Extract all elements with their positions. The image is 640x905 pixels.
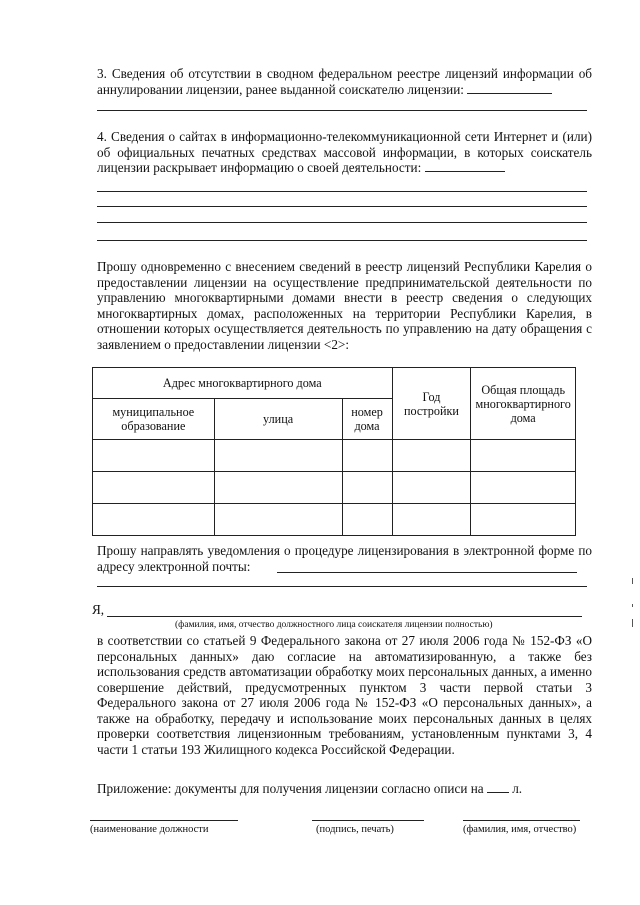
signature-line[interactable] [312, 820, 424, 821]
table-cell[interactable] [392, 504, 471, 536]
consent-name-line[interactable] [107, 616, 582, 617]
email-blank-line[interactable] [97, 586, 587, 587]
consent-text: в соответствии со статьей 9 Федерального закона от 27 июля 2006 года № 152-ФЗ «О персональных данных» даю согласие на автоматизированную, а также без использования средств автоматизации обработку моих персональных данных, а именно совершение действий, предусмотренных пунктом 3 части первой статьи 3 Федерального закона от 27 июля 2006 года № 152-ФЗ «О персональных данных», а также на обработку, передачу и использование моих персональных данных в целях проверки соответствия лицензионным требованиям, установленным пунктами 3, 4 части 1 статьи 193 Жилищного кодекса Российской Федерации. [97, 633, 592, 757]
house-number-header: номер дома [342, 399, 392, 440]
table-cell[interactable] [392, 440, 471, 472]
table-row [93, 472, 576, 504]
municipal-header: муниципальное образование [93, 399, 215, 440]
table-row [93, 504, 576, 536]
table-cell[interactable] [392, 472, 471, 504]
table-cell[interactable] [471, 504, 576, 536]
consent-ya: Я, [92, 602, 105, 617]
table-cell[interactable] [342, 440, 392, 472]
section-4-paragraph [97, 129, 592, 176]
table-header-row-1 [93, 368, 576, 399]
section-4-inline-blank[interactable] [425, 160, 505, 172]
name-caption: (фамилия, имя, отчество) [463, 824, 577, 835]
consent-name-caption: (фамилия, имя, отчество должностного лица соискателя лицензии полностью) [175, 620, 493, 630]
table-cell[interactable] [342, 472, 392, 504]
table-cell[interactable] [471, 472, 576, 504]
email-inline-blank[interactable] [277, 572, 577, 573]
attachment-text: Приложение: документы для получения лицензии согласно описи на [97, 781, 484, 796]
table-row [93, 440, 576, 472]
scan-edge-mark [632, 604, 637, 607]
table-cell[interactable] [471, 440, 576, 472]
table-cell[interactable] [214, 472, 342, 504]
attachment-suffix: л. [512, 781, 523, 796]
scan-edge-mark [632, 619, 637, 627]
email-text: Прошу направлять уведомления о процедуре лицензирования в электронной форме по адресу электронной почты: [97, 543, 592, 574]
request-text: Прошу одновременно с внесением сведений в реестр лицензий Республики Карелия о предоставлении лицензии на осуществление предпринимательской деятельности по управлению многоквартирными домами внести в реестр сведения о следующих многоквартирных домах, расположенных на территории Республики Карелия, в отношении которых осуществляется деятельность по управлению на дату обращения с заявлением о предоставлении лицензии <2>: [97, 259, 592, 352]
consent-paragraph [97, 633, 592, 757]
year-header: Год постройки [392, 368, 471, 440]
position-caption: (наименование должности [90, 824, 209, 835]
table-cell[interactable] [93, 472, 215, 504]
attachment-pages-blank[interactable] [487, 781, 509, 793]
section-3-inline-blank[interactable] [467, 82, 552, 94]
table-cell[interactable] [214, 504, 342, 536]
request-paragraph [97, 259, 592, 352]
section-4-text: 4. Сведения о сайтах в информационно-телекоммуникационной сети Интернет и (или) об официальных печатных средствах массовой информации, в которых соискатель лицензии раскрывает информацию о своей деятельности: [97, 129, 592, 175]
area-header: Общая площадь многоквартирного дома [471, 368, 576, 440]
section-3-paragraph [97, 66, 592, 97]
section-3-blank-line[interactable] [97, 110, 587, 111]
name-signature-line[interactable] [463, 820, 580, 821]
section-3-text: 3. Сведения об отсутствии в сводном федеральном реестре лицензий информации об аннулировании лицензии, ранее выданной соискателю лицензии: [97, 66, 592, 97]
address-header: Адрес многоквартирного дома [93, 368, 393, 399]
signature-caption: (подпись, печать) [316, 824, 394, 835]
table-cell[interactable] [93, 440, 215, 472]
attachment-line [97, 781, 522, 797]
street-header: улица [214, 399, 342, 440]
scan-edge-mark [632, 578, 637, 584]
table-cell[interactable] [214, 440, 342, 472]
table-cell[interactable] [93, 504, 215, 536]
section-4-blank-line-4[interactable] [97, 240, 587, 241]
houses-table [92, 367, 576, 536]
email-paragraph [97, 543, 592, 574]
position-signature-line[interactable] [90, 820, 238, 821]
table-cell[interactable] [342, 504, 392, 536]
section-4-blank-line-3[interactable] [97, 222, 587, 223]
section-4-blank-line-2[interactable] [97, 206, 587, 207]
section-4-blank-line-1[interactable] [97, 191, 587, 192]
